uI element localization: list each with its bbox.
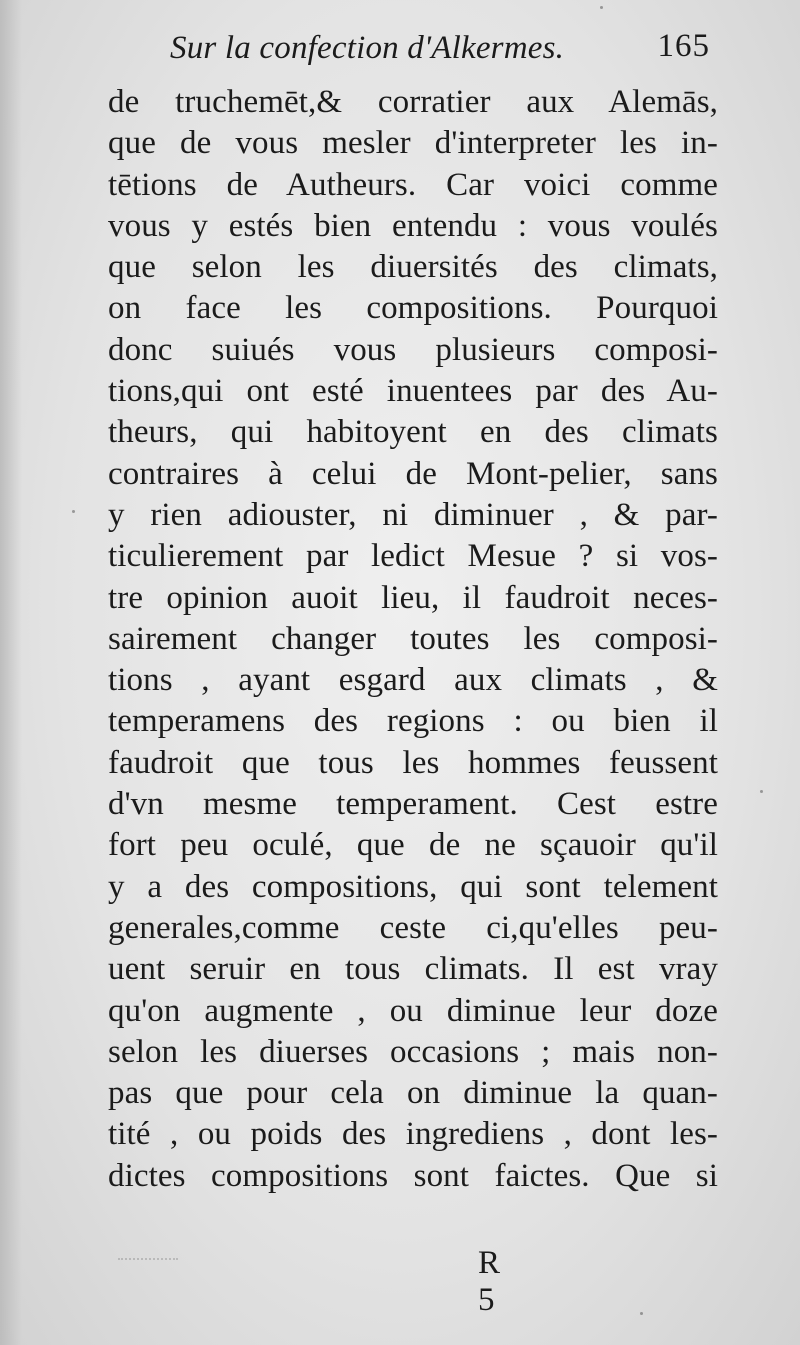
text-line: on face les compositions. Pourquoi [108, 290, 718, 327]
text-line: de truchemēt,& corratier aux Alemās, [108, 84, 718, 120]
page-footer [470, 1245, 590, 1318]
text-line: que de vous mesler d'interpreter les in- [108, 125, 718, 162]
text-line: tre opinion auoit lieu, il faudroit neces- [108, 579, 718, 616]
paper-speck [72, 510, 75, 513]
text-line: y rien adiouster, ni diminuer , & par- [108, 496, 718, 533]
text-line: dictes compositions sont faictes. Que si [108, 1157, 718, 1194]
text-line: tions , ayant esgard aux climats , & [108, 662, 718, 699]
text-line: tions,qui ont esté inuentees par des Au- [108, 373, 718, 410]
paper-speck [760, 790, 763, 793]
text-line: uent seruir en tous climats. Il est vray [108, 951, 718, 988]
text-line: d'vn mesme temperament. Cest estre [108, 786, 718, 823]
text-line: tité , ou poids des ingrediens , dont les- [108, 1116, 718, 1153]
text-line: y a des compositions, qui sont telement [108, 868, 718, 905]
text-line: qu'on augmente , ou diminue leur doze [108, 992, 718, 1029]
page-gutter-shadow [0, 0, 22, 1345]
paper-speck [600, 6, 603, 9]
text-line: selon les diuerses occasions ; mais non- [108, 1033, 718, 1070]
signature-mark: R 5 [478, 1245, 527, 1318]
text-line: fort peu oculé, que de ne sçauoir qu'il [108, 827, 718, 864]
running-title: Sur la confection d'Alkermes. [170, 30, 565, 66]
text-line: que selon les diuersités des climats, [108, 249, 718, 286]
text-line: tētions de Autheurs. Car voici comme [108, 166, 718, 203]
bleed-through-mark [118, 1258, 178, 1274]
text-line: contraires à celui de Mont-pelier, sans [108, 455, 718, 492]
paper-speck [640, 1312, 643, 1315]
text-line: donc suiués vous plusieurs composi- [108, 331, 718, 368]
page-header [170, 24, 710, 84]
text-line: ticulierement par ledict Mesue ? si vos- [108, 538, 718, 575]
text-line: generales,comme ceste ci,qu'elles peu- [108, 909, 718, 946]
text-line: vous y estés bien entendu : vous voulés [108, 207, 718, 244]
text-line: sairement changer toutes les composi- [108, 620, 718, 657]
body-text [108, 82, 718, 1197]
text-line: theurs, qui habitoyent en des climats [108, 414, 718, 451]
text-line: pas que pour cela on diminue la quan- [108, 1075, 718, 1112]
page-number: 165 [657, 28, 710, 64]
text-line: temperamens des regions : ou bien il [108, 703, 718, 740]
text-line: faudroit que tous les hommes feussent [108, 744, 718, 781]
